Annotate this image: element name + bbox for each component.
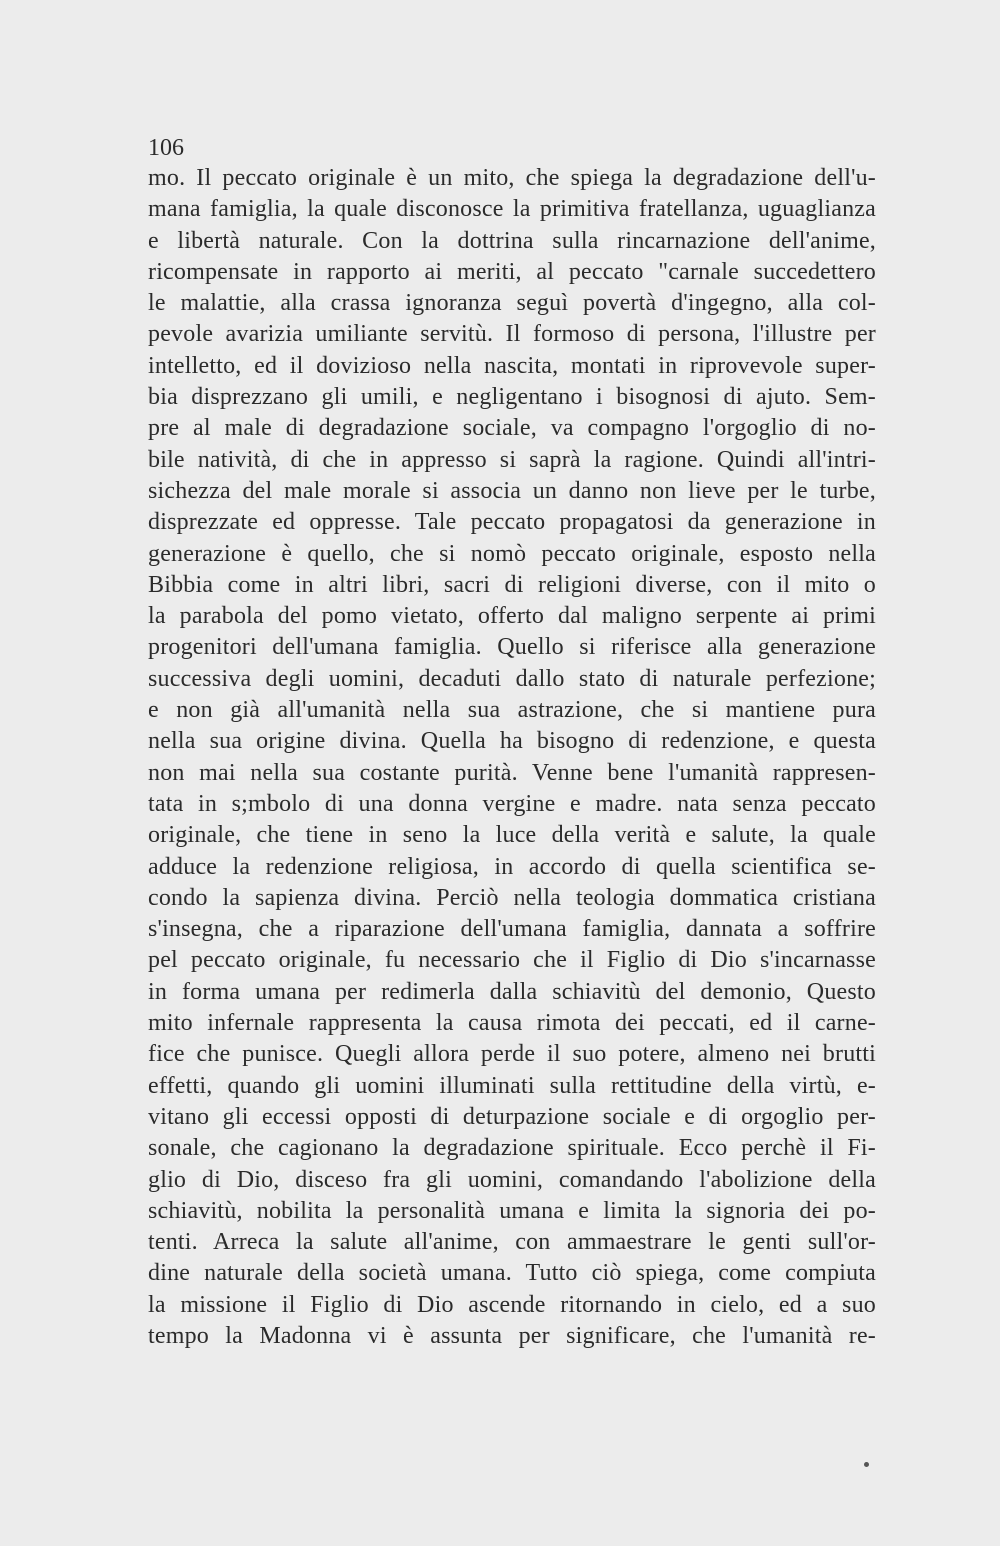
text-line: successiva degli uomini, decaduti dallo stato di naturale perfezione; xyxy=(148,665,876,692)
text-line: nella sua origine divina. Quella ha bisogno di redenzione, e questa xyxy=(148,728,876,755)
text-line: mana famiglia, la quale disconosce la primitiva fratellanza, uguaglianza xyxy=(148,196,876,223)
text-line: originale, che tiene in seno la luce della verità e salute, la quale xyxy=(148,822,876,849)
text-line: pel peccato originale, fu necessario che il Figlio di Dio s'incarnasse xyxy=(148,947,876,974)
page-number: 106 xyxy=(148,135,184,161)
text-line: sonale, che cagionano la degradazione spirituale. Ecco perchè il Fi- xyxy=(148,1135,876,1162)
text-line: generazione è quello, che si nomò peccato originale, esposto nella xyxy=(148,540,876,567)
text-line: pre al male di degradazione sociale, va compagno l'orgoglio di no- xyxy=(148,415,876,442)
text-line: la parabola del pomo vietato, offerto dal maligno serpente ai primi xyxy=(148,603,876,630)
text-line: e libertà naturale. Con la dottrina sulla rincarnazione dell'anime, xyxy=(148,227,876,254)
text-line: e non già all'umanità nella sua astrazione, che si mantiene pura xyxy=(148,697,876,724)
text-line: s'insegna, che a riparazione dell'umana famiglia, dannata a soffrire xyxy=(148,916,876,943)
text-line: mito infernale rappresenta la causa rimota dei peccati, ed il carne- xyxy=(148,1010,876,1037)
text-line: bile natività, di che in appresso si saprà la ragione. Quindi all'intri- xyxy=(148,446,876,473)
text-line: intelletto, ed il dovizioso nella nascita, montati in riprovevole super- xyxy=(148,352,876,379)
text-line: dine naturale della società umana. Tutto ciò spiega, come compiuta xyxy=(148,1260,876,1287)
text-line: pevole avarizia umiliante servitù. Il formoso di persona, l'illustre per xyxy=(148,321,876,348)
text-line: Bibbia come in altri libri, sacri di religioni diverse, con il mito o xyxy=(148,571,876,598)
text-line: la missione il Figlio di Dio ascende ritornando in cielo, ed a suo xyxy=(148,1291,876,1318)
text-line: schiavitù, nobilita la personalità umana e limita la signoria dei po- xyxy=(148,1197,876,1224)
text-line: effetti, quando gli uomini illuminati sulla rettitudine della virtù, e- xyxy=(148,1072,876,1099)
text-line: bia disprezzano gli umili, e negligentano i bisognosi di ajuto. Sem- xyxy=(148,384,876,411)
text-line: non mai nella sua costante purità. Venne bene l'umanità rappresen- xyxy=(148,759,876,786)
text-line: glio di Dio, disceso fra gli uomini, comandando l'abolizione della xyxy=(148,1166,876,1193)
ink-speck xyxy=(864,1462,869,1467)
text-line: fice che punisce. Quegli allora perde il suo potere, almeno nei brutti xyxy=(148,1041,876,1068)
text-line: disprezzate ed oppresse. Tale peccato propagatosi da generazione in xyxy=(148,509,876,536)
text-line: in forma umana per redimerla dalla schiavitù del demonio, Questo xyxy=(148,978,876,1005)
text-line: sichezza del male morale si associa un danno non lieve per le turbe, xyxy=(148,477,876,504)
text-line: tenti. Arreca la salute all'anime, con ammaestrare le genti sull'or- xyxy=(148,1229,876,1256)
body-text xyxy=(148,163,876,1352)
text-line: le malattie, alla crassa ignoranza seguì povertà d'ingegno, alla col- xyxy=(148,290,876,317)
text-line: tata in s;mbolo di una donna vergine e madre. nata senza peccato xyxy=(148,790,876,817)
text-line: tempo la Madonna vi è assunta per significare, che l'umanità re- xyxy=(148,1322,876,1349)
text-line: progenitori dell'umana famiglia. Quello si riferisce alla generazione xyxy=(148,634,876,661)
text-line: condo la sapienza divina. Perciò nella teologia dommatica cristiana xyxy=(148,884,876,911)
text-line: ricompensate in rapporto ai meriti, al peccato "carnale succedettero xyxy=(148,258,876,285)
text-line: mo. Il peccato originale è un mito, che spiega la degradazione dell'u- xyxy=(148,165,876,191)
text-line: vitano gli eccessi opposti di deturpazione sociale e di orgoglio per- xyxy=(148,1103,876,1130)
text-line: adduce la redenzione religiosa, in accordo di quella scientifica se- xyxy=(148,853,876,880)
